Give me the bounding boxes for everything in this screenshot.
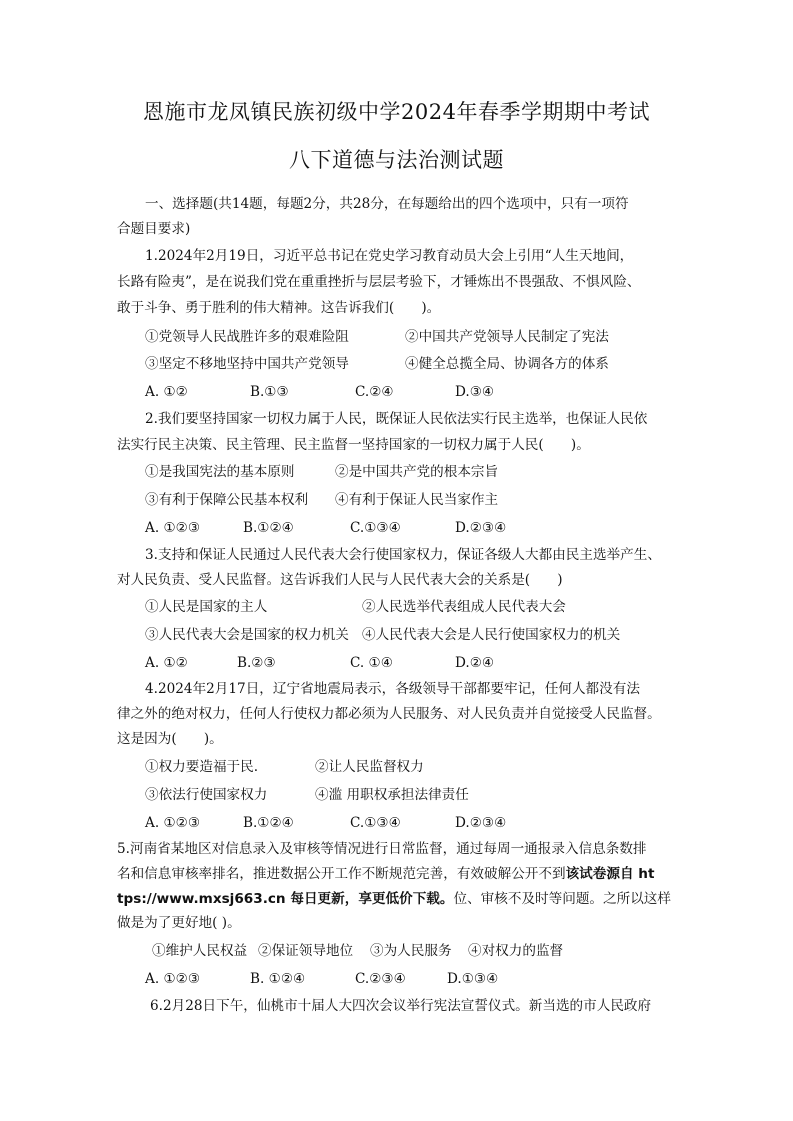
question-5-statement: ②保证领导地位	[258, 943, 354, 959]
question-1-statement: ③坚定不移地坚持中国共产党领导	[145, 356, 349, 372]
question-4-statement: ①权力要造福于民.	[145, 759, 259, 775]
question-2-text: 法实行民主决策、民主管理、民主监督一坚持国家的一切权力属于人民( )。	[117, 437, 590, 453]
question-2-statement: ②是中国共产党的根本宗旨	[335, 464, 499, 480]
question-5-choice-a: A. ①②③	[145, 971, 201, 987]
question-5-choice-d: D.①③④	[447, 971, 499, 987]
question-1-choice-c: C.②④	[355, 384, 394, 400]
question-5-choice-c: C.②③④	[355, 971, 406, 987]
page-subtitle: 八下道德与法治测试题	[289, 148, 504, 172]
question-4-statement: ④滥 用职权承担法律责任	[315, 787, 469, 803]
question-5-text-part: 位、审核不及时等问题。之所以这样	[453, 891, 671, 907]
section-instruction: 合题目要求)	[117, 221, 191, 237]
question-3-statement: ②人民选举代表组成人民代表大会	[362, 599, 566, 615]
question-4-choice-b: B.①②④	[243, 815, 294, 831]
question-3-statement: ④人民代表大会是人民行使国家权力的机关	[362, 627, 621, 643]
watermark-source-text: 该试卷源自 ht	[565, 866, 655, 882]
question-4-text: 这是因为( )。	[117, 731, 223, 747]
question-1-text: 长路有险夷”，是在说我们党在重重挫折与层层考验下，才锤炼出不畏强敌、不惧风险、	[117, 274, 641, 290]
question-2-choice-c: C.①③④	[350, 520, 401, 536]
question-1-text: 敢于斗争、勇于胜利的伟大精神。这告诉我们( )。	[117, 300, 441, 316]
question-3-text: 对人民负责、受人民监督。这告诉我们人民与人民代表大会的关系是( )	[117, 572, 563, 588]
question-4-statement: ②让人民监督权力	[315, 759, 424, 775]
question-2-statement: ④有利于保证人民当家作主	[335, 492, 499, 508]
question-5-text: 做是为了更好地( )。	[117, 915, 241, 931]
question-5-text	[117, 890, 671, 908]
question-2-statement: ③有利于保障公民基本权利	[145, 492, 309, 508]
question-2-text: 2.我们要坚持国家一切权力属于人民，既保证人民依法实行民主选举，也保证人民依	[145, 411, 648, 427]
question-1-text: 1.2024年2月19日，习近平总书记在党史学习教育动员大会上引用“人生天地间，	[145, 248, 634, 264]
question-3-statement: ③人民代表大会是国家的权力机关	[145, 627, 349, 643]
question-1-statement: ①党领导人民战胜许多的艰难险阻	[145, 329, 349, 345]
question-2-choice-b: B.①②④	[243, 520, 294, 536]
question-3-text: 3.支持和保证人民通过人民代表大会行使国家权力，保证各级人大都由民主选举产生、	[145, 547, 661, 563]
question-4-choice-d: D.②③④	[455, 815, 507, 831]
question-2-choice-d: D.②③④	[455, 520, 507, 536]
question-3-statement: ①人民是国家的主人	[145, 599, 268, 615]
section-instruction: 一、选择题(共14题，每题2分，共28分，在每题给出的四个选项中，只有一项符	[145, 196, 629, 212]
question-4-choice-c: C.①③④	[350, 815, 401, 831]
watermark-source-link: tps://www.mxsj663.cn 每日更新，享更低价下载。	[117, 891, 454, 907]
question-1-statement: ②中国共产党领导人民制定了宪法	[405, 329, 609, 345]
question-4-text: 律之外的绝对权力，任何人行使权力都必须为人民服务、对人民负责并自觉接受人民监督。	[117, 706, 661, 722]
question-1-choice-a: A. ①②	[145, 384, 188, 400]
question-3-choice-c: C. ①④	[350, 655, 393, 671]
question-5-statement: ①维护人民权益	[152, 943, 248, 959]
question-2-statement: ①是我国宪法的基本原则	[145, 464, 295, 480]
question-1-choice-d: D.③④	[455, 384, 495, 400]
question-4-statement: ③依法行使国家权力	[145, 787, 268, 803]
question-1-choice-b: B.①③	[250, 384, 289, 400]
question-5-statement: ③为人民服务	[370, 943, 452, 959]
question-5-text-part: 名和信息审核率排名，推进数据公开工作不断规范完善，有效破解公开不到	[117, 866, 566, 882]
page-title: 恩施市龙凤镇民族初级中学2024年春季学期期中考试	[143, 100, 650, 124]
question-3-choice-d: D.②④	[455, 655, 495, 671]
question-5-choice-b: B. ①②④	[250, 971, 306, 987]
question-4-choice-a: A. ①②③	[145, 815, 201, 831]
question-5-statement: ④对权力的监督	[468, 943, 564, 959]
question-3-choice-a: A. ①②	[145, 655, 188, 671]
question-1-statement: ④健全总揽全局、协调各方的体系	[405, 356, 609, 372]
question-2-choice-a: A. ①②③	[145, 520, 201, 536]
question-5-text: 5.河南省某地区对信息录入及审核等情况进行日常监督，通过每周一通报录入信息条数排	[117, 841, 647, 857]
question-4-text: 4.2024年2月17日，辽宁省地震局表示，各级领导干部都要牢记，任何人都没有法	[145, 681, 640, 697]
question-3-choice-b: B.②③	[237, 655, 276, 671]
question-6-text: 6.2月28日下午，仙桃市十届人大四次会议举行宪法宣誓仪式。新当选的市人民政府	[150, 998, 652, 1014]
question-5-text	[117, 865, 654, 883]
